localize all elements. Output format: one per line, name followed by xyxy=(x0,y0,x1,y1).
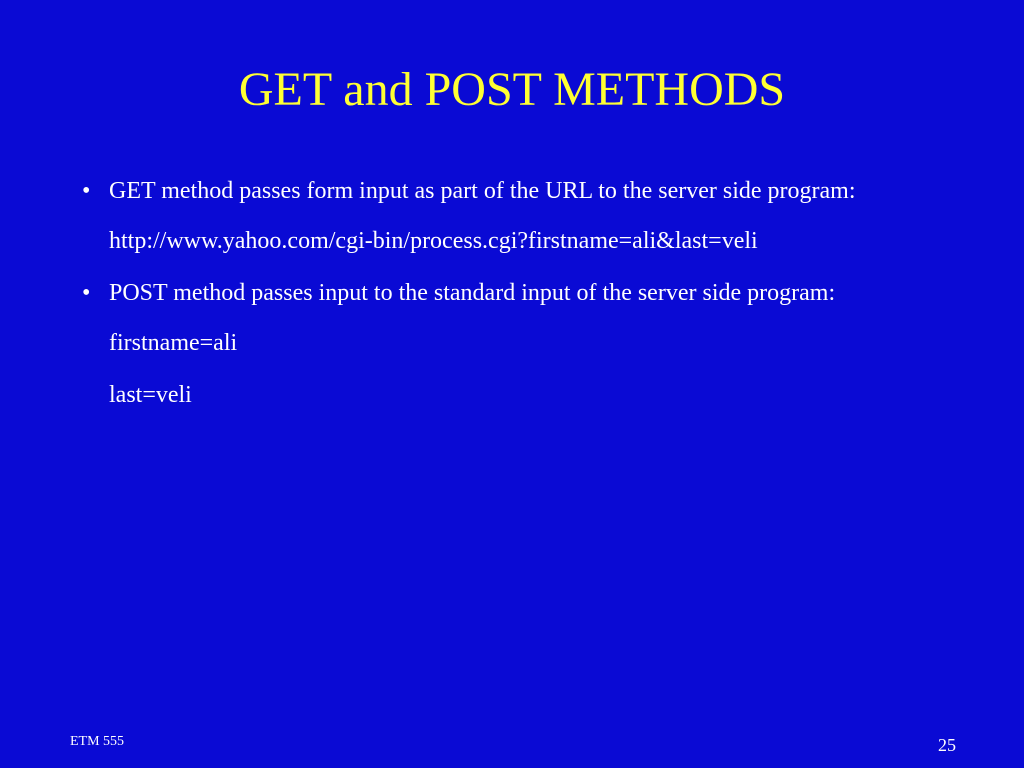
slide-body xyxy=(80,174,940,412)
slide-title: GET and POST METHODS xyxy=(238,63,786,116)
bullet-text: POST method passes input to the standard input of the server side program: xyxy=(109,280,836,306)
bullet-get-method xyxy=(80,174,940,208)
post-example-firstname: firstname=ali xyxy=(109,330,238,356)
bullet-marker: • xyxy=(82,280,91,306)
get-example-url: http://www.yahoo.com/cgi-bin/process.cgi?firstname=ali&last=veli xyxy=(109,228,758,254)
bullet-post-method xyxy=(80,276,940,310)
post-example-last: last=veli xyxy=(109,382,192,408)
bullet-text: GET method passes form input as part of the URL to the server side program: xyxy=(109,178,856,204)
bullet-marker: • xyxy=(82,178,91,204)
page-number: 25 xyxy=(938,735,956,755)
footer-course-code: ETM 555 xyxy=(70,734,125,749)
